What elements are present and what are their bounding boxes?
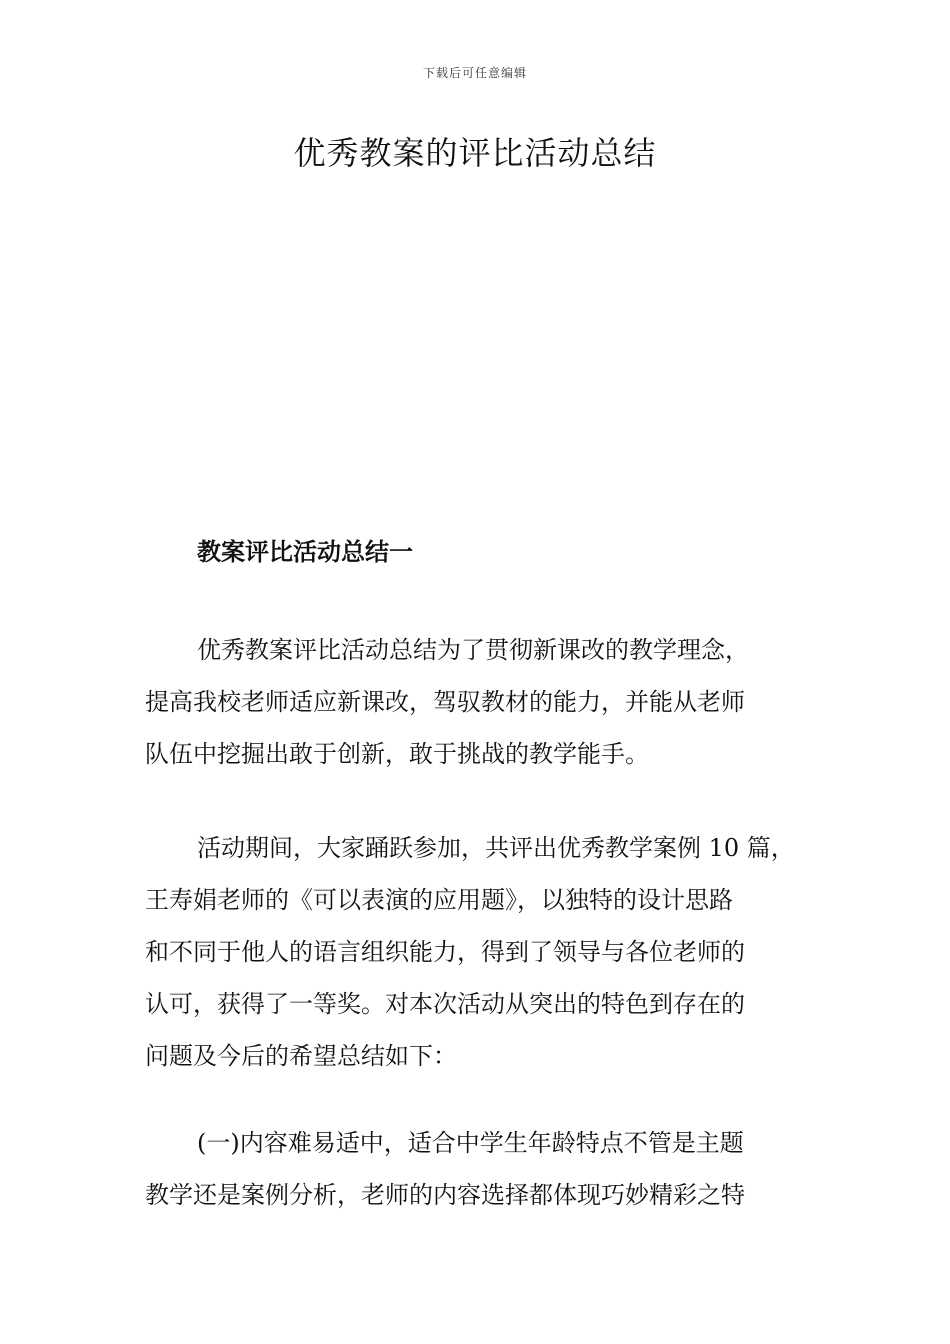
paragraph-line: 队伍中挖掘出敢于创新，敢于挑战的教学能手。	[145, 740, 649, 768]
paragraph-1	[145, 624, 825, 780]
document-title: 优秀教案的评比活动总结	[293, 134, 657, 172]
paragraph-line: 活动期间，大家踊跃参加，共评出优秀教学案例 10 篇，	[197, 834, 795, 862]
paragraph-line: 认可，获得了一等奖。对本次活动从突出的特色到存在的	[145, 990, 745, 1018]
paragraph-line: (一)内容难易适中，适合中学生年龄特点不管是主题	[197, 1129, 744, 1157]
paragraph-line: 优秀教案评比活动总结为了贯彻新课改的教学理念，	[197, 636, 749, 664]
paragraph-line: 和不同于他人的语言组织能力，得到了领导与各位老师的	[145, 938, 745, 966]
paragraph-line: 提高我校老师适应新课改，驾驭教材的能力，并能从老师	[145, 688, 745, 716]
paragraph-line: 教学还是案例分析，老师的内容选择都体现巧妙精彩之特	[145, 1181, 745, 1209]
paragraph-line: 王寿娟老师的《可以表演的应用题》，以独特的设计思路	[145, 886, 733, 914]
section-heading: 教案评比活动总结一	[197, 537, 413, 566]
header-note: 下载后可任意编辑	[422, 66, 527, 80]
paragraph-line: 问题及今后的希望总结如下：	[145, 1042, 457, 1070]
paragraph-3	[145, 1117, 825, 1221]
paragraph-2	[145, 822, 825, 1082]
